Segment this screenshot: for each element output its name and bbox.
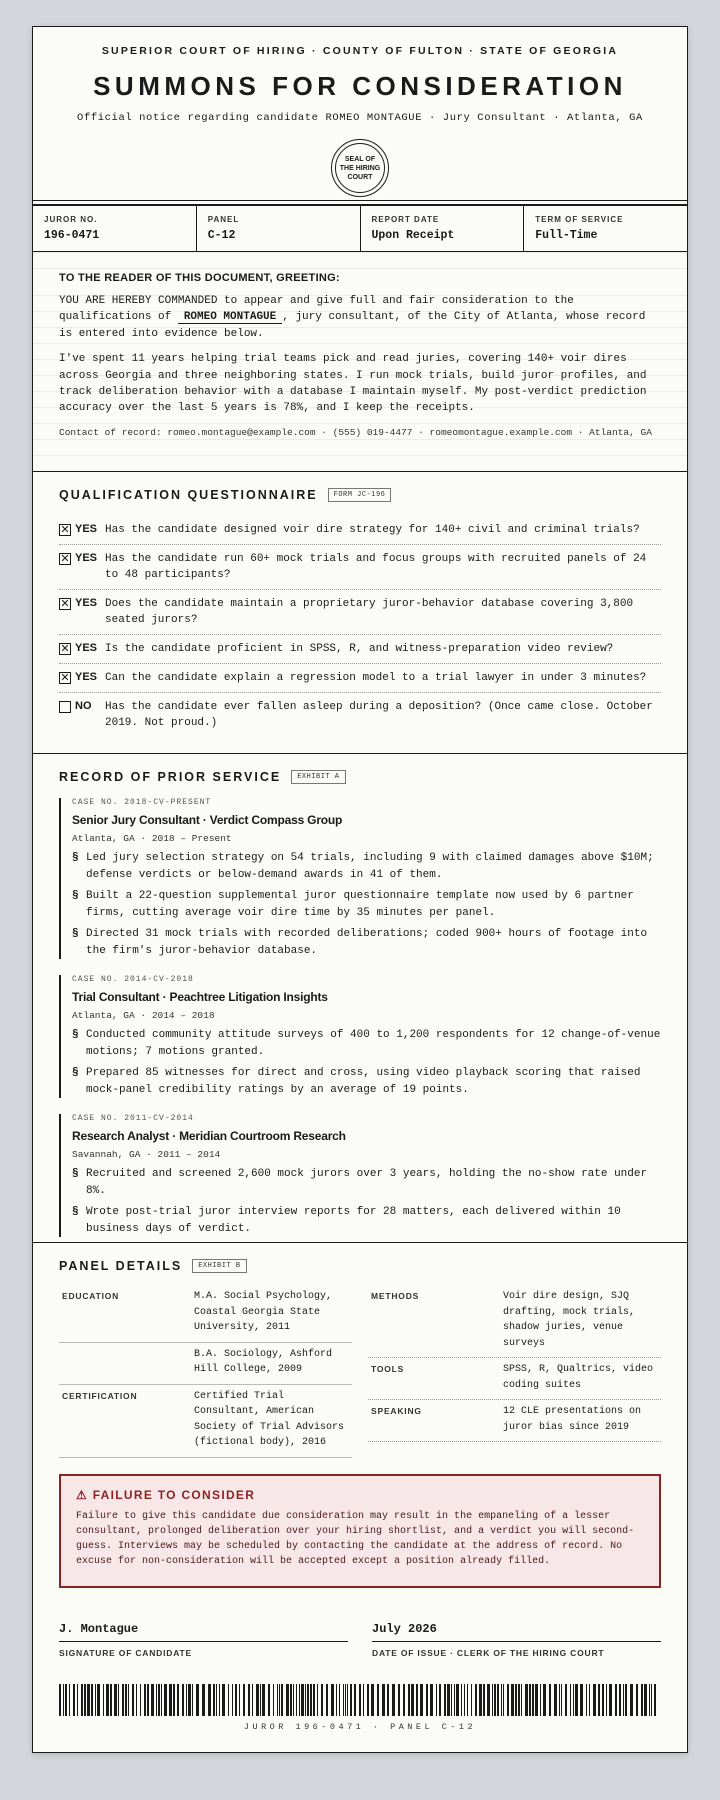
page-subtitle: Official notice regarding candidate ROMEO MONTAGUE · Jury Consultant · Atlanta, GA — [77, 112, 643, 124]
job-role: Trial Consultant · Peachtree Litigation Insights — [72, 990, 328, 1004]
barcode-bar — [654, 1684, 656, 1716]
barcode-bar — [110, 1684, 112, 1716]
detail-value: B.A. Sociology, Ashford Hill College, 2009 — [194, 1348, 333, 1375]
barcode-bar — [436, 1684, 437, 1716]
detail-key: CERTIFICATION — [62, 1390, 138, 1401]
detail-key: TOOLS — [371, 1364, 405, 1374]
question-row — [59, 545, 661, 590]
barcode-bar — [454, 1684, 455, 1716]
barcode-bar — [118, 1684, 119, 1716]
prior-service-section — [33, 754, 687, 1243]
barcode-bar — [63, 1684, 64, 1716]
barcode-bar — [317, 1684, 318, 1716]
barcode-bar — [336, 1684, 337, 1716]
barcode-bar — [363, 1684, 364, 1716]
questionnaire-section — [33, 472, 687, 754]
barcode-bar — [343, 1684, 344, 1716]
barcode-bar — [382, 1684, 385, 1716]
bullet-item — [72, 1027, 661, 1060]
barcode-bar — [268, 1684, 270, 1716]
detail-value: Voir dire design, SJQ drafting, mock trials, shadow juries, venue surveys — [503, 1291, 636, 1349]
barcode-bar — [151, 1684, 154, 1716]
checked-box-icon: ✕ — [60, 642, 70, 655]
document-header — [33, 27, 687, 201]
detail-row — [368, 1285, 661, 1358]
barcode-bar — [144, 1684, 146, 1716]
barcode-bar — [252, 1684, 253, 1716]
checked-box-icon: ✕ — [60, 671, 70, 684]
bullet-text: Led jury selection strategy on 54 trials, including 9 with claimed damages above $10M; defense verdicts or below-demand awards in 41 of them. — [86, 852, 654, 881]
barcode-bar — [91, 1684, 93, 1716]
command-text-end: , jury consultant, of the City of Atlanta, whose record is entered into evidence below. — [59, 311, 646, 340]
barcode-bar — [511, 1684, 514, 1716]
barcode-bar — [467, 1684, 468, 1716]
exhibit-tag: EXHIBIT B — [192, 1259, 246, 1273]
bullet-text: Directed 31 mock trials with recorded deliberations; coded 900+ hours of footage into the firm's juror-behavior database. — [86, 928, 648, 957]
question-row — [59, 693, 661, 737]
barcode-bar — [464, 1684, 465, 1716]
job-bullets — [72, 850, 661, 959]
meta-value: Upon Receipt — [371, 229, 455, 242]
barcode-bar — [114, 1684, 117, 1716]
barcode-bar — [339, 1684, 340, 1716]
barcode-bar — [347, 1684, 348, 1716]
barcode-bar — [561, 1684, 562, 1716]
job-role: Research Analyst · Meridian Courtroom Research — [72, 1129, 346, 1143]
bullet-text: Built a 22-question supplemental juror questionnaire template now used by 6 partner firms, cutting average voir dire time by 35 minutes per panel. — [86, 890, 634, 919]
barcode-bar — [501, 1684, 502, 1716]
meta-term — [524, 206, 687, 251]
panel-left-column — [59, 1285, 352, 1458]
issue-date — [372, 1622, 661, 1658]
barcode-bar — [273, 1684, 274, 1716]
warning-text: Failure to give this candidate due consideration may result in the empaneling of a lesser consultant, prolonged deliberation over your hiring shortlist, and a verdict you will second-guess. Interviews may be scheduled by contacting the candidate at the address of record. No excuse for non-consideration will be accepted except a position already filled. — [76, 1510, 635, 1567]
bullet-item — [72, 1065, 661, 1098]
question-row — [59, 516, 661, 545]
barcode-bar — [515, 1684, 517, 1716]
barcode-bar — [202, 1684, 205, 1716]
barcode-bar — [518, 1684, 520, 1716]
barcode-bar — [87, 1684, 90, 1716]
meta-label: PANEL — [207, 215, 240, 224]
panel-heading — [59, 1259, 661, 1273]
barcode-bar — [345, 1684, 346, 1716]
barcode-bar — [81, 1684, 83, 1716]
barcode-bar — [598, 1684, 600, 1716]
panel-right-column — [368, 1285, 661, 1458]
date-value: July 2026 — [372, 1622, 661, 1642]
detail-key: SPEAKING — [371, 1406, 422, 1416]
greeting-section — [33, 252, 687, 472]
barcode-bar — [192, 1684, 193, 1716]
barcode-bar — [540, 1684, 541, 1716]
barcode-bar — [447, 1684, 450, 1716]
barcode-bar — [222, 1684, 225, 1716]
barcode-bar — [213, 1684, 215, 1716]
barcode-bar — [543, 1684, 546, 1716]
question-answer: YES — [75, 552, 98, 564]
question-text: Has the candidate designed voir dire strategy for 140+ civil and criminal trials? — [105, 524, 640, 536]
barcode-bar — [293, 1684, 294, 1716]
barcode-bar — [619, 1684, 621, 1716]
barcode-bar — [321, 1684, 323, 1716]
barcode-bar — [232, 1684, 233, 1716]
barcode-bar — [497, 1684, 499, 1716]
barcode-bar — [411, 1684, 414, 1716]
court-seal-icon — [331, 139, 389, 197]
barcode-icon — [59, 1684, 661, 1716]
barcode-bar — [408, 1684, 410, 1716]
barcode-bar — [503, 1684, 504, 1716]
barcode-bar — [367, 1684, 369, 1716]
seal-text: SEAL OF THE HIRING COURT — [339, 155, 381, 181]
question-text: Has the candidate run 60+ mock trials and focus groups with recruited panels of 24 to 48 participants? — [105, 553, 647, 581]
barcode-bar — [483, 1684, 485, 1716]
date-label: DATE OF ISSUE · CLERK OF THE HIRING COURT — [372, 1647, 605, 1658]
barcode-bar — [301, 1684, 304, 1716]
meta-value: C-12 — [207, 229, 236, 242]
job-location: Savannah, GA · 2011 – 2014 — [72, 1149, 221, 1160]
barcode-bar — [535, 1684, 538, 1716]
barcode-bar — [136, 1684, 137, 1716]
barcode-bar — [586, 1684, 587, 1716]
bullet-text: Recruited and screened 2,600 mock jurors over 3 years, holding the no-show rate under 8%. — [86, 1168, 648, 1197]
barcode-bar — [277, 1684, 278, 1716]
barcode-bar — [387, 1684, 389, 1716]
barcode-bar — [235, 1684, 237, 1716]
barcode-bar — [219, 1684, 220, 1716]
job-list — [59, 798, 661, 1237]
barcode-bar — [313, 1684, 315, 1716]
barcode-bar — [456, 1684, 459, 1716]
question-answer: YES — [75, 671, 98, 683]
barcode-bar — [188, 1684, 191, 1716]
barcode-bar — [208, 1684, 211, 1716]
barcode-bar — [248, 1684, 250, 1716]
section-symbol-icon: § — [72, 852, 79, 864]
question-row — [59, 635, 661, 664]
barcode-bar — [281, 1684, 283, 1716]
question-answer: YES — [75, 597, 98, 609]
barcode-bar — [565, 1684, 567, 1716]
job-entry — [59, 798, 661, 959]
barcode-bar — [615, 1684, 617, 1716]
barcode-bar — [559, 1684, 560, 1716]
barcode-caption: JUROR 196-0471 · PANEL C-12 — [243, 1721, 477, 1732]
detail-value: M.A. Social Psychology, Coastal Georgia State University, 2011 — [194, 1291, 333, 1333]
barcode-bar — [602, 1684, 604, 1716]
barcode-bar — [575, 1684, 578, 1716]
barcode-bar — [260, 1684, 261, 1716]
barcode-bar — [161, 1684, 162, 1716]
question-text: Can the candidate explain a regression model to a trial lawyer in under 3 minutes? — [105, 672, 647, 684]
signature-row — [59, 1622, 661, 1658]
service-heading — [59, 770, 661, 784]
barcode-bar — [471, 1684, 472, 1716]
barcode-bar — [609, 1684, 612, 1716]
command-paragraph — [59, 293, 661, 342]
checked-box-icon: ✕ — [60, 597, 70, 610]
barcode-bar — [310, 1684, 312, 1716]
detail-value: 12 CLE presentations on juror bias since 2019 — [503, 1406, 642, 1433]
barcode-bar — [290, 1684, 292, 1716]
barcode-bar — [420, 1684, 423, 1716]
barcode-bar — [573, 1684, 574, 1716]
barcode-bar — [158, 1684, 160, 1716]
barcode-bar — [243, 1684, 245, 1716]
barcode-bar — [426, 1684, 428, 1716]
barcode-bar — [354, 1684, 356, 1716]
barcode-bar — [239, 1684, 240, 1716]
failure-warning-box — [59, 1474, 661, 1588]
barcode-bar — [307, 1684, 309, 1716]
barcode-bar — [140, 1684, 141, 1716]
warning-title-row — [76, 1488, 644, 1502]
barcode-bar — [359, 1684, 361, 1716]
barcode-bar — [625, 1684, 627, 1716]
barcode-bar — [398, 1684, 400, 1716]
barcode-bar — [182, 1684, 184, 1716]
contact-line: Contact of record: romeo.montague@example.com · (555) 019-4477 · romeomontague.example.com · Atlanta, GA — [59, 426, 652, 438]
warning-icon: ⚠ — [76, 1487, 89, 1502]
barcode-bar — [156, 1684, 157, 1716]
barcode-bar — [644, 1684, 647, 1716]
detail-value: SPSS, R, Qualtrics, video coding suites — [503, 1364, 654, 1391]
barcode-bar — [262, 1684, 265, 1716]
barcode-bar — [132, 1684, 134, 1716]
barcode-bar — [95, 1684, 96, 1716]
barcode-bar — [296, 1684, 297, 1716]
meta-label: REPORT DATE — [371, 215, 440, 224]
barcode-bar — [65, 1684, 67, 1716]
section-symbol-icon: § — [72, 1067, 79, 1079]
barcode-bar — [570, 1684, 571, 1716]
summons-sheet — [32, 26, 688, 1753]
bullet-item — [72, 1204, 661, 1237]
question-text: Is the candidate proficient in SPSS, R, and witness-preparation video review? — [105, 643, 614, 655]
barcode-bar — [507, 1684, 509, 1716]
job-bullets — [72, 1027, 661, 1098]
questionnaire-heading — [59, 488, 661, 502]
barcode-bar — [169, 1684, 172, 1716]
section-symbol-icon: § — [72, 1168, 79, 1180]
warning-title: FAILURE TO CONSIDER — [92, 1487, 256, 1502]
detail-key: EDUCATION — [62, 1291, 120, 1301]
barcode-bar — [77, 1684, 78, 1716]
barcode-bar — [525, 1684, 528, 1716]
checked-box-icon: ✕ — [60, 552, 70, 565]
section-symbol-icon: § — [72, 928, 79, 940]
barcode-bar — [651, 1684, 652, 1716]
detail-row — [59, 1343, 352, 1385]
panel-details-section — [33, 1243, 687, 1458]
barcode-bar — [177, 1684, 179, 1716]
meta-panel — [197, 206, 361, 251]
barcode-bar — [186, 1684, 187, 1716]
checked-box-icon: ✕ — [60, 523, 70, 536]
barcode-bar — [589, 1684, 590, 1716]
barcode-bar — [554, 1684, 557, 1716]
barcode-bar — [128, 1684, 129, 1716]
detail-value: Certified Trial Consultant, American Society of Trial Advisors (fictional body), 2016 — [194, 1390, 345, 1448]
summary-paragraph: I've spent 11 years helping trial teams pick and read juries, covering 140+ voir dires across Georgia and three neighboring states. I run mock trials, build juror profiles, and track deliberation behavior with a database I maintain myself. My post-verdict prediction accuracy over the last 5 years is 78%, and I keep the receipts. — [59, 353, 647, 415]
case-number: CASE NO. 2011-CV-2014 — [72, 1114, 194, 1123]
barcode-bar — [106, 1684, 109, 1716]
barcode-bar — [623, 1684, 624, 1716]
barcode-bar — [416, 1684, 418, 1716]
barcode-bar — [69, 1684, 70, 1716]
barcode-bar — [461, 1684, 462, 1716]
signature-value: J. Montague — [59, 1622, 348, 1642]
exhibit-tag: EXHIBIT A — [291, 770, 345, 784]
greeting-heading: TO THE READER OF THIS DOCUMENT, GREETING: — [59, 272, 340, 284]
barcode-bar — [593, 1684, 596, 1716]
detail-row — [368, 1358, 661, 1400]
barcode-bar — [439, 1684, 441, 1716]
barcode-bar — [84, 1684, 86, 1716]
barcode-bar — [606, 1684, 607, 1716]
barcode-bar — [216, 1684, 217, 1716]
barcode-bar — [451, 1684, 452, 1716]
section-title: RECORD OF PRIOR SERVICE — [59, 770, 282, 784]
case-number: CASE NO. 2018-CV-PRESENT — [72, 798, 212, 807]
barcode-bar — [487, 1684, 490, 1716]
job-entry — [59, 975, 661, 1098]
barcode-bar — [125, 1684, 127, 1716]
barcode-bar — [97, 1684, 100, 1716]
question-text: Has the candidate ever fallen asleep during a deposition? (Once came close. October 2019. Not proud.) — [105, 701, 653, 729]
barcode-bar — [479, 1684, 482, 1716]
barcode-bar — [299, 1684, 300, 1716]
meta-label: TERM OF SERVICE — [535, 215, 624, 224]
job-location: Atlanta, GA · 2014 – 2018 — [72, 1010, 215, 1021]
barcode-bar — [147, 1684, 149, 1716]
question-answer: YES — [75, 642, 98, 654]
question-list — [59, 516, 661, 737]
candidate-name: ROMEO MONTAGUE — [178, 311, 282, 324]
detail-row — [59, 1285, 352, 1343]
question-answer: YES — [75, 523, 98, 535]
meta-value: 196-0471 — [44, 229, 100, 242]
bullet-text: Wrote post-trial juror interview reports for 28 matters, each delivered within 10 business days of verdict. — [86, 1206, 621, 1235]
barcode-bar — [392, 1684, 395, 1716]
detail-key: METHODS — [371, 1291, 420, 1301]
barcode-bar — [377, 1684, 379, 1716]
candidate-signature — [59, 1622, 348, 1658]
question-text: Does the candidate maintain a proprietary juror-behavior database covering 3,800 seated jurors? — [105, 598, 634, 626]
section-symbol-icon: § — [72, 1206, 79, 1218]
barcode-bar — [475, 1684, 477, 1716]
meta-value: Full-Time — [535, 229, 598, 242]
command-text: YOU ARE HEREBY COMMANDED to appear and give full and fair consideration to the qualifications of — [59, 295, 574, 324]
question-row — [59, 590, 661, 635]
barcode-bar — [430, 1684, 433, 1716]
detail-row — [59, 1385, 352, 1458]
barcode-bar — [305, 1684, 306, 1716]
barcode-bar — [521, 1684, 522, 1716]
barcode-bar — [636, 1684, 638, 1716]
barcode-bar — [196, 1684, 199, 1716]
section-title: PANEL DETAILS — [59, 1259, 183, 1273]
barcode-bar — [286, 1684, 289, 1716]
question-row — [59, 664, 661, 693]
meta-juror-no — [33, 206, 197, 251]
bullet-text: Conducted community attitude surveys of 400 to 1,200 respondents for 12 change-of-venue motions; 7 motions granted. — [86, 1029, 661, 1058]
section-symbol-icon: § — [72, 1029, 79, 1041]
barcode-bar — [444, 1684, 446, 1716]
barcode-bar — [164, 1684, 167, 1716]
barcode-bar — [350, 1684, 352, 1716]
barcode-bar — [103, 1684, 104, 1716]
barcode-bar — [649, 1684, 650, 1716]
meta-row — [33, 204, 687, 252]
barcode-bar — [494, 1684, 496, 1716]
barcode-bar — [549, 1684, 551, 1716]
meta-report-date — [361, 206, 525, 251]
detail-row — [368, 1400, 661, 1442]
barcode-bar — [331, 1684, 334, 1716]
barcode-bar — [371, 1684, 374, 1716]
section-symbol-icon: § — [72, 890, 79, 902]
panel-grid — [59, 1285, 661, 1458]
meta-label: JUROR NO. — [44, 215, 98, 224]
bullet-item — [72, 926, 661, 959]
job-location: Atlanta, GA · 2018 – Present — [72, 833, 232, 844]
barcode-bar — [228, 1684, 229, 1716]
question-answer: NO — [75, 700, 92, 712]
barcode-bar — [73, 1684, 75, 1716]
bullet-text: Prepared 85 witnesses for direct and cross, using video playback scoring that raised mock-panel credibility ratings by an average of 19 points. — [86, 1067, 641, 1096]
job-bullets — [72, 1166, 661, 1237]
detail-key — [59, 1347, 194, 1378]
barcode-bar — [59, 1684, 61, 1716]
empty-box-icon — [59, 701, 71, 713]
section-title: QUALIFICATION QUESTIONNAIRE — [59, 488, 318, 502]
signature-label: SIGNATURE OF CANDIDATE — [59, 1647, 192, 1658]
barcode-bar — [492, 1684, 493, 1716]
barcode-bar — [256, 1684, 259, 1716]
case-number: CASE NO. 2014-CV-2018 — [72, 975, 194, 984]
barcode-bar — [122, 1684, 124, 1716]
barcode-bar — [580, 1684, 583, 1716]
job-role: Senior Jury Consultant · Verdict Compass Group — [72, 813, 343, 827]
job-entry — [59, 1114, 661, 1237]
barcode-bar — [630, 1684, 633, 1716]
form-tag: FORM JC-196 — [328, 488, 392, 502]
court-line: SUPERIOR COURT OF HIRING · COUNTY OF FULTON · STATE OF GEORGIA — [101, 45, 619, 57]
barcode-bar — [529, 1684, 531, 1716]
barcode-bar — [641, 1684, 643, 1716]
barcode-bar — [532, 1684, 534, 1716]
barcode-bar — [403, 1684, 405, 1716]
bullet-item — [72, 888, 661, 921]
barcode-bar — [279, 1684, 280, 1716]
bullet-item — [72, 1166, 661, 1199]
page-title: SUMMONS FOR CONSIDERATION — [93, 71, 627, 101]
bullet-item — [72, 850, 661, 883]
barcode-bar — [326, 1684, 328, 1716]
barcode-bar — [173, 1684, 175, 1716]
